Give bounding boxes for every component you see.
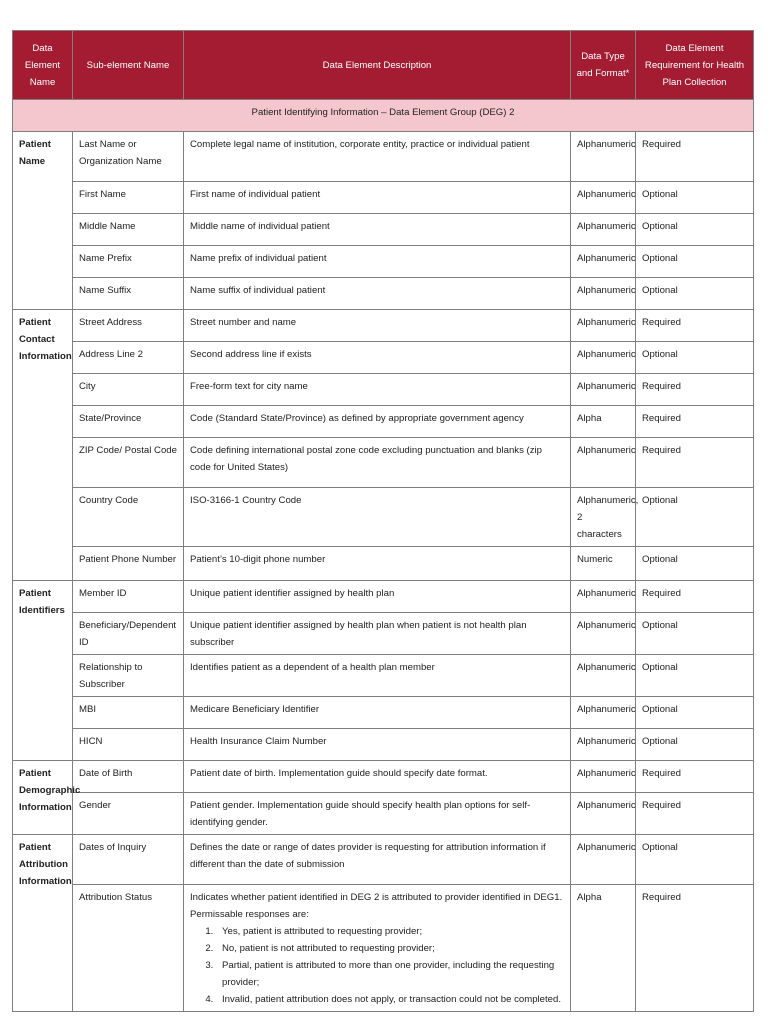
sub-element-name-cell: Street Address (73, 310, 184, 342)
description-text: Health Insurance Claim Number (190, 736, 327, 747)
permissible-responses-list (190, 923, 564, 1008)
description-cell (184, 310, 571, 342)
sub-element-name-cell: MBI (73, 697, 184, 729)
requirement-cell: Optional (636, 342, 754, 374)
requirement-cell: Required (636, 374, 754, 406)
sub-element-name-cell: Relationship to Subscriber (73, 655, 184, 697)
description-cell (184, 885, 571, 1012)
data-element-name-cell: Patient Contact Information (13, 310, 73, 581)
table-row (13, 835, 754, 885)
sub-element-name-cell: Last Name or Organization Name (73, 132, 184, 182)
sub-element-name-cell: Dates of Inquiry (73, 835, 184, 885)
table-row (13, 374, 754, 406)
sub-element-name-cell: Member ID (73, 581, 184, 613)
sub-element-name-cell: Beneficiary/Dependent ID (73, 613, 184, 655)
table-row (13, 310, 754, 342)
description-cell (184, 697, 571, 729)
data-type-cell: Alphanumeric (571, 132, 636, 182)
description-text: Free-form text for city name (190, 381, 308, 392)
requirement-cell: Optional (636, 488, 754, 547)
description-cell (184, 278, 571, 310)
requirement-cell: Optional (636, 613, 754, 655)
table-row (13, 246, 754, 278)
description-cell (184, 374, 571, 406)
description-text: Name prefix of individual patient (190, 253, 327, 264)
data-element-table (12, 30, 754, 1012)
requirement-cell: Required (636, 310, 754, 342)
description-cell (184, 132, 571, 182)
header-data-type: Data Type and Format* (571, 31, 636, 100)
data-type-cell: Alphanumeric (571, 214, 636, 246)
sub-element-name-cell: Attribution Status (73, 885, 184, 1012)
description-cell (184, 835, 571, 885)
description-cell (184, 182, 571, 214)
table-row (13, 581, 754, 613)
requirement-cell: Optional (636, 182, 754, 214)
data-type-cell: Alphanumeric (571, 761, 636, 793)
table-row (13, 729, 754, 761)
table-row (13, 132, 754, 182)
table-row (13, 697, 754, 729)
list-item: 2. No, patient is not attributed to requesting provider; (216, 940, 564, 957)
description-cell (184, 488, 571, 547)
table-row (13, 655, 754, 697)
requirement-cell: Optional (636, 246, 754, 278)
description-cell (184, 406, 571, 438)
description-text: Middle name of individual patient (190, 221, 330, 232)
description-cell (184, 342, 571, 374)
table-row (13, 278, 754, 310)
description-text: Defines the date or range of dates provider is requesting for attribution information if different than the date of submission (190, 842, 546, 870)
data-type-cell: Alphanumeric (571, 182, 636, 214)
table-row (13, 547, 754, 581)
table-row (13, 406, 754, 438)
requirement-cell: Optional (636, 697, 754, 729)
table-row (13, 214, 754, 246)
description-note: Permissable responses are: (190, 909, 309, 920)
table-row (13, 488, 754, 547)
description-text: Identifies patient as a dependent of a health plan member (190, 662, 435, 673)
description-text: Patient gender. Implementation guide should specify health plan options for self-identifying gender. (190, 800, 531, 828)
data-type-cell: Alphanumeric (571, 246, 636, 278)
list-item: 3. Partial, patient is attributed to more than one provider, including the requesting provider; (216, 957, 564, 991)
sub-element-name-cell: State/Province (73, 406, 184, 438)
table-row (13, 342, 754, 374)
header-row (13, 31, 754, 100)
header-sub-element-name: Sub-element Name (73, 31, 184, 100)
description-text: Name suffix of individual patient (190, 285, 326, 296)
description-cell (184, 761, 571, 793)
data-type-cell: Alphanumeric (571, 438, 636, 488)
table-row (13, 885, 754, 1012)
sub-element-name-cell: Country Code (73, 488, 184, 547)
sub-element-name-cell: Name Prefix (73, 246, 184, 278)
description-cell (184, 729, 571, 761)
description-cell (184, 438, 571, 488)
data-type-cell: Alphanumeric (571, 697, 636, 729)
data-type-cell: Alphanumeric (571, 278, 636, 310)
sub-element-name-cell: Date of Birth (73, 761, 184, 793)
requirement-cell: Optional (636, 547, 754, 581)
description-cell (184, 214, 571, 246)
description-text: Patient’s 10-digit phone number (190, 554, 326, 565)
table-row (13, 793, 754, 835)
table-row (13, 613, 754, 655)
list-item: 1. Yes, patient is attributed to requesting provider; (216, 923, 564, 940)
data-element-name-cell: Patient Name (13, 132, 73, 310)
description-text: First name of individual patient (190, 189, 321, 200)
data-element-name-cell: Patient Identifiers (13, 581, 73, 761)
description-cell (184, 655, 571, 697)
data-type-cell: Alphanumeric (571, 342, 636, 374)
description-text: Second address line if exists (190, 349, 312, 360)
description-cell (184, 613, 571, 655)
requirement-cell: Required (636, 406, 754, 438)
description-text: Medicare Beneficiary Identifier (190, 704, 320, 715)
data-type-cell: Alphanumeric (571, 613, 636, 655)
group-title-row (13, 100, 754, 132)
data-type-cell: Alphanumeric (571, 729, 636, 761)
header-requirement: Data Element Requirement for Health Plan Collection (636, 31, 754, 100)
data-type-cell: Alphanumeric, 2 characters (571, 488, 636, 547)
data-type-cell: Alpha (571, 885, 636, 1012)
data-type-cell: Numeric (571, 547, 636, 581)
data-type-cell: Alphanumeric (571, 310, 636, 342)
sub-element-name-cell: Gender (73, 793, 184, 835)
description-text: Unique patient identifier assigned by health plan (190, 588, 395, 599)
description-text: Patient date of birth. Implementation guide should specify date format. (190, 768, 488, 779)
requirement-cell: Optional (636, 214, 754, 246)
requirement-cell: Required (636, 581, 754, 613)
sub-element-name-cell: City (73, 374, 184, 406)
table-row (13, 438, 754, 488)
description-text: Street number and name (190, 317, 297, 328)
data-type-cell: Alpha (571, 406, 636, 438)
description-cell (184, 581, 571, 613)
data-type-cell: Alphanumeric (571, 793, 636, 835)
requirement-cell: Required (636, 132, 754, 182)
sub-element-name-cell: Address Line 2 (73, 342, 184, 374)
requirement-cell: Required (636, 761, 754, 793)
data-type-cell: Alphanumeric (571, 374, 636, 406)
sub-element-name-cell: First Name (73, 182, 184, 214)
requirement-cell: Required (636, 793, 754, 835)
description-cell (184, 793, 571, 835)
data-element-name-cell: Patient Demographic Information (13, 761, 73, 835)
header-description: Data Element Description (184, 31, 571, 100)
description-cell (184, 246, 571, 278)
data-element-name-cell: Patient Attribution Information (13, 835, 73, 1012)
list-item: 4. Invalid, patient attribution does not apply, or transaction could not be completed. (216, 991, 564, 1008)
requirement-cell: Optional (636, 729, 754, 761)
group-title: Patient Identifying Information – Data Element Group (DEG) 2 (13, 100, 754, 132)
description-cell (184, 547, 571, 581)
table-row (13, 182, 754, 214)
sub-element-name-cell: Name Suffix (73, 278, 184, 310)
data-type-cell: Alphanumeric (571, 655, 636, 697)
data-type-cell: Alphanumeric (571, 581, 636, 613)
sub-element-name-cell: Middle Name (73, 214, 184, 246)
description-text: ISO-3166-1 Country Code (190, 495, 302, 506)
table-body (13, 100, 754, 1012)
description-text: Code defining international postal zone code excluding punctuation and blanks (zip code for United States) (190, 445, 543, 473)
requirement-cell: Optional (636, 655, 754, 697)
table-row (13, 761, 754, 793)
sub-element-name-cell: Patient Phone Number (73, 547, 184, 581)
requirement-cell: Optional (636, 278, 754, 310)
requirement-cell: Required (636, 438, 754, 488)
sub-element-name-cell: ZIP Code/ Postal Code (73, 438, 184, 488)
header-data-element-name: Data Element Name (13, 31, 73, 100)
sub-element-name-cell: HICN (73, 729, 184, 761)
description-text: Complete legal name of institution, corporate entity, practice or individual patient (190, 139, 530, 150)
requirement-cell: Optional (636, 835, 754, 885)
description-text: Code (Standard State/Province) as defined by appropriate government agency (190, 413, 524, 424)
description-text: Indicates whether patient identified in DEG 2 is attributed to provider identified in DEG1. (190, 892, 563, 903)
requirement-cell: Required (636, 885, 754, 1012)
data-type-cell: Alphanumeric (571, 835, 636, 885)
description-text: Unique patient identifier assigned by health plan when patient is not health plan subscriber (190, 620, 527, 648)
